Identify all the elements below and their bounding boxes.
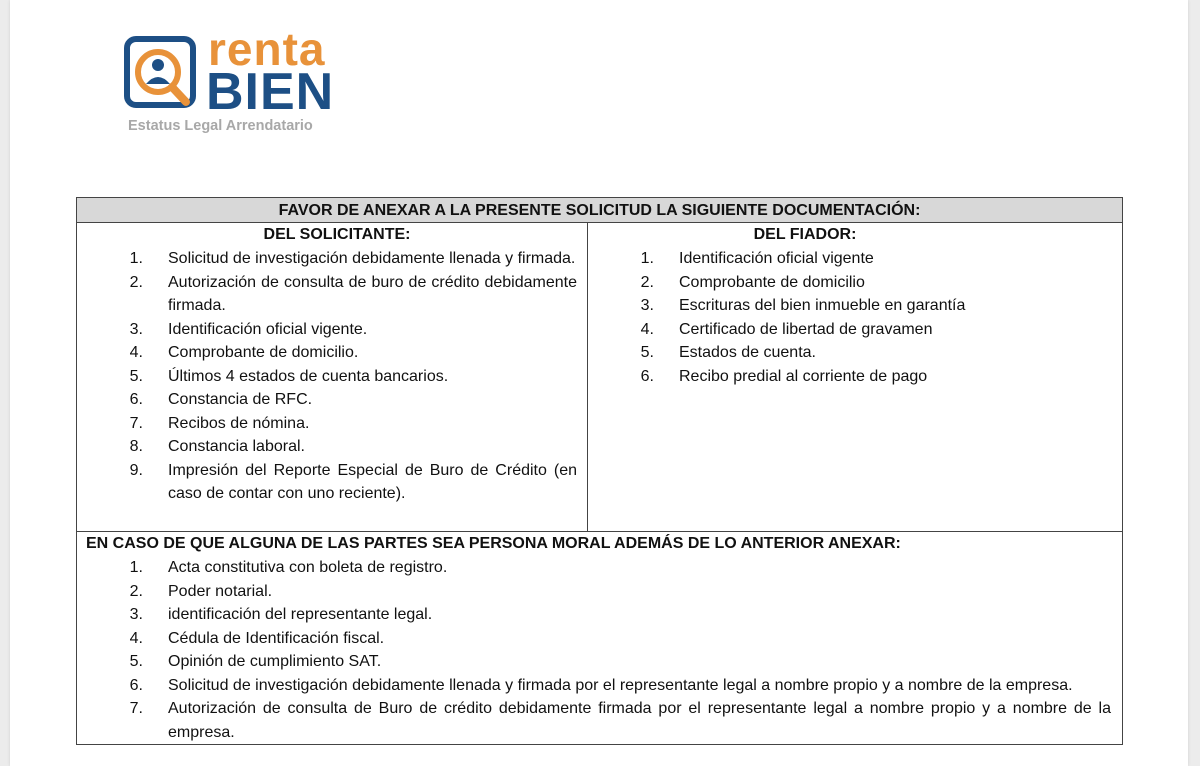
item-text: Solicitud de investigación debidamente llenada y firmada por el representante legal a nombre propio y a nombre de la empresa.: [168, 676, 1073, 694]
parties-row: [77, 223, 1122, 532]
fiador-title: DEL FIADOR:: [753, 226, 857, 243]
item-number: 3.: [129, 320, 143, 338]
list-item: [588, 294, 1122, 318]
item-text: Escrituras del bien inmueble en garantía: [679, 297, 966, 314]
list-item: [77, 603, 1122, 627]
item-number: 3.: [129, 606, 143, 623]
item-number: 6.: [129, 676, 143, 694]
list-item: [77, 650, 1122, 674]
list-item: [588, 318, 1122, 342]
item-number: 1.: [129, 559, 143, 576]
item-text: Constancia laboral.: [168, 438, 305, 455]
list-item: [77, 365, 587, 389]
item-text: Comprobante de domicilio: [679, 273, 865, 291]
table-header: FAVOR DE ANEXAR A LA PRESENTE SOLICITUD LA SIGUIENTE DOCUMENTACIÓN:: [77, 198, 1122, 223]
item-number: 6.: [640, 367, 654, 385]
item-number: 4.: [129, 344, 143, 361]
list-item: [77, 627, 1122, 651]
list-item: [588, 271, 1122, 295]
item-text: Identificación oficial vigente: [679, 250, 874, 267]
item-text: Recibos de nómina.: [168, 414, 310, 432]
list-item: [77, 435, 587, 459]
item-text: Últimos 4 estados de cuenta bancarios.: [168, 367, 449, 385]
item-text: Comprobante de domicilio.: [168, 344, 359, 361]
document-page: [10, 0, 1188, 766]
list-item: [588, 365, 1122, 389]
list-item: [77, 697, 1122, 744]
item-number: 2.: [129, 273, 143, 291]
item-number: 7.: [129, 414, 143, 432]
item-number: 2.: [129, 582, 143, 600]
item-number: 5.: [129, 367, 143, 385]
item-text: Autorización de consulta de buro de crédito debidamente firmada.: [168, 273, 577, 314]
item-number: 2.: [640, 273, 654, 291]
item-number: 4.: [640, 320, 654, 338]
item-text: Certificado de libertad de gravamen: [679, 320, 933, 338]
list-item: [77, 556, 1122, 580]
item-text: Opinión de cumplimiento SAT.: [168, 653, 382, 670]
item-text: identificación del representante legal.: [168, 606, 433, 623]
persona-moral-title: EN CASO DE QUE ALGUNA DE LAS PARTES SEA PERSONA MORAL ADEMÁS DE LO ANTERIOR ANEXAR:: [86, 535, 901, 552]
solicitante-list: [77, 247, 587, 506]
item-text: Estados de cuenta.: [679, 344, 816, 361]
list-item: [77, 247, 587, 271]
item-number: 9.: [129, 461, 143, 479]
list-item: [77, 271, 587, 318]
fiador-column: [588, 223, 1122, 531]
list-item: [588, 247, 1122, 271]
item-number: 4.: [129, 629, 143, 647]
item-text: Impresión del Reporte Especial de Buro de Crédito (en caso de contar con uno reciente).: [168, 461, 577, 502]
list-item: [77, 412, 587, 436]
item-number: 5.: [129, 653, 143, 670]
item-number: 5.: [640, 344, 654, 361]
solicitante-column: [77, 223, 588, 531]
logo-tagline: Estatus Legal Arrendatario: [128, 118, 313, 134]
item-number: 7.: [129, 700, 143, 717]
item-text: Poder notarial.: [168, 582, 273, 600]
logo-word-bien: BIEN: [206, 63, 335, 121]
list-item: [77, 341, 587, 365]
item-number: 8.: [129, 438, 143, 455]
item-number: 3.: [640, 297, 654, 314]
list-item: [77, 674, 1122, 698]
item-number: 1.: [640, 250, 654, 267]
logo-word-renta: renta: [208, 23, 326, 75]
list-item: [588, 341, 1122, 365]
list-item: [77, 318, 587, 342]
list-item: [77, 580, 1122, 604]
item-text: Identificación oficial vigente.: [168, 320, 368, 338]
solicitante-title: DEL SOLICITANTE:: [263, 226, 411, 243]
item-text: Solicitud de investigación debidamente llenada y firmada.: [168, 250, 576, 267]
item-number: 1.: [129, 250, 143, 267]
documentation-table: [76, 197, 1123, 745]
fiador-list: [588, 247, 1122, 388]
persona-moral-list: [77, 556, 1122, 744]
item-text: Constancia de RFC.: [168, 391, 313, 408]
item-number: 6.: [129, 391, 143, 408]
list-item: [77, 459, 587, 506]
list-item: [77, 388, 587, 412]
item-text: Autorización de consulta de Buro de crédito debidamente firmada por el representante legal a nombre propio y a nombre de la empresa.: [168, 700, 1111, 741]
item-text: Recibo predial al corriente de pago: [679, 367, 928, 385]
company-logo: [124, 23, 364, 140]
item-text: Acta constitutiva con boleta de registro.: [168, 559, 448, 576]
persona-moral-section: [77, 532, 1122, 744]
magnifier-person-icon: [124, 36, 198, 112]
item-text: Cédula de Identificación fiscal.: [168, 629, 385, 647]
